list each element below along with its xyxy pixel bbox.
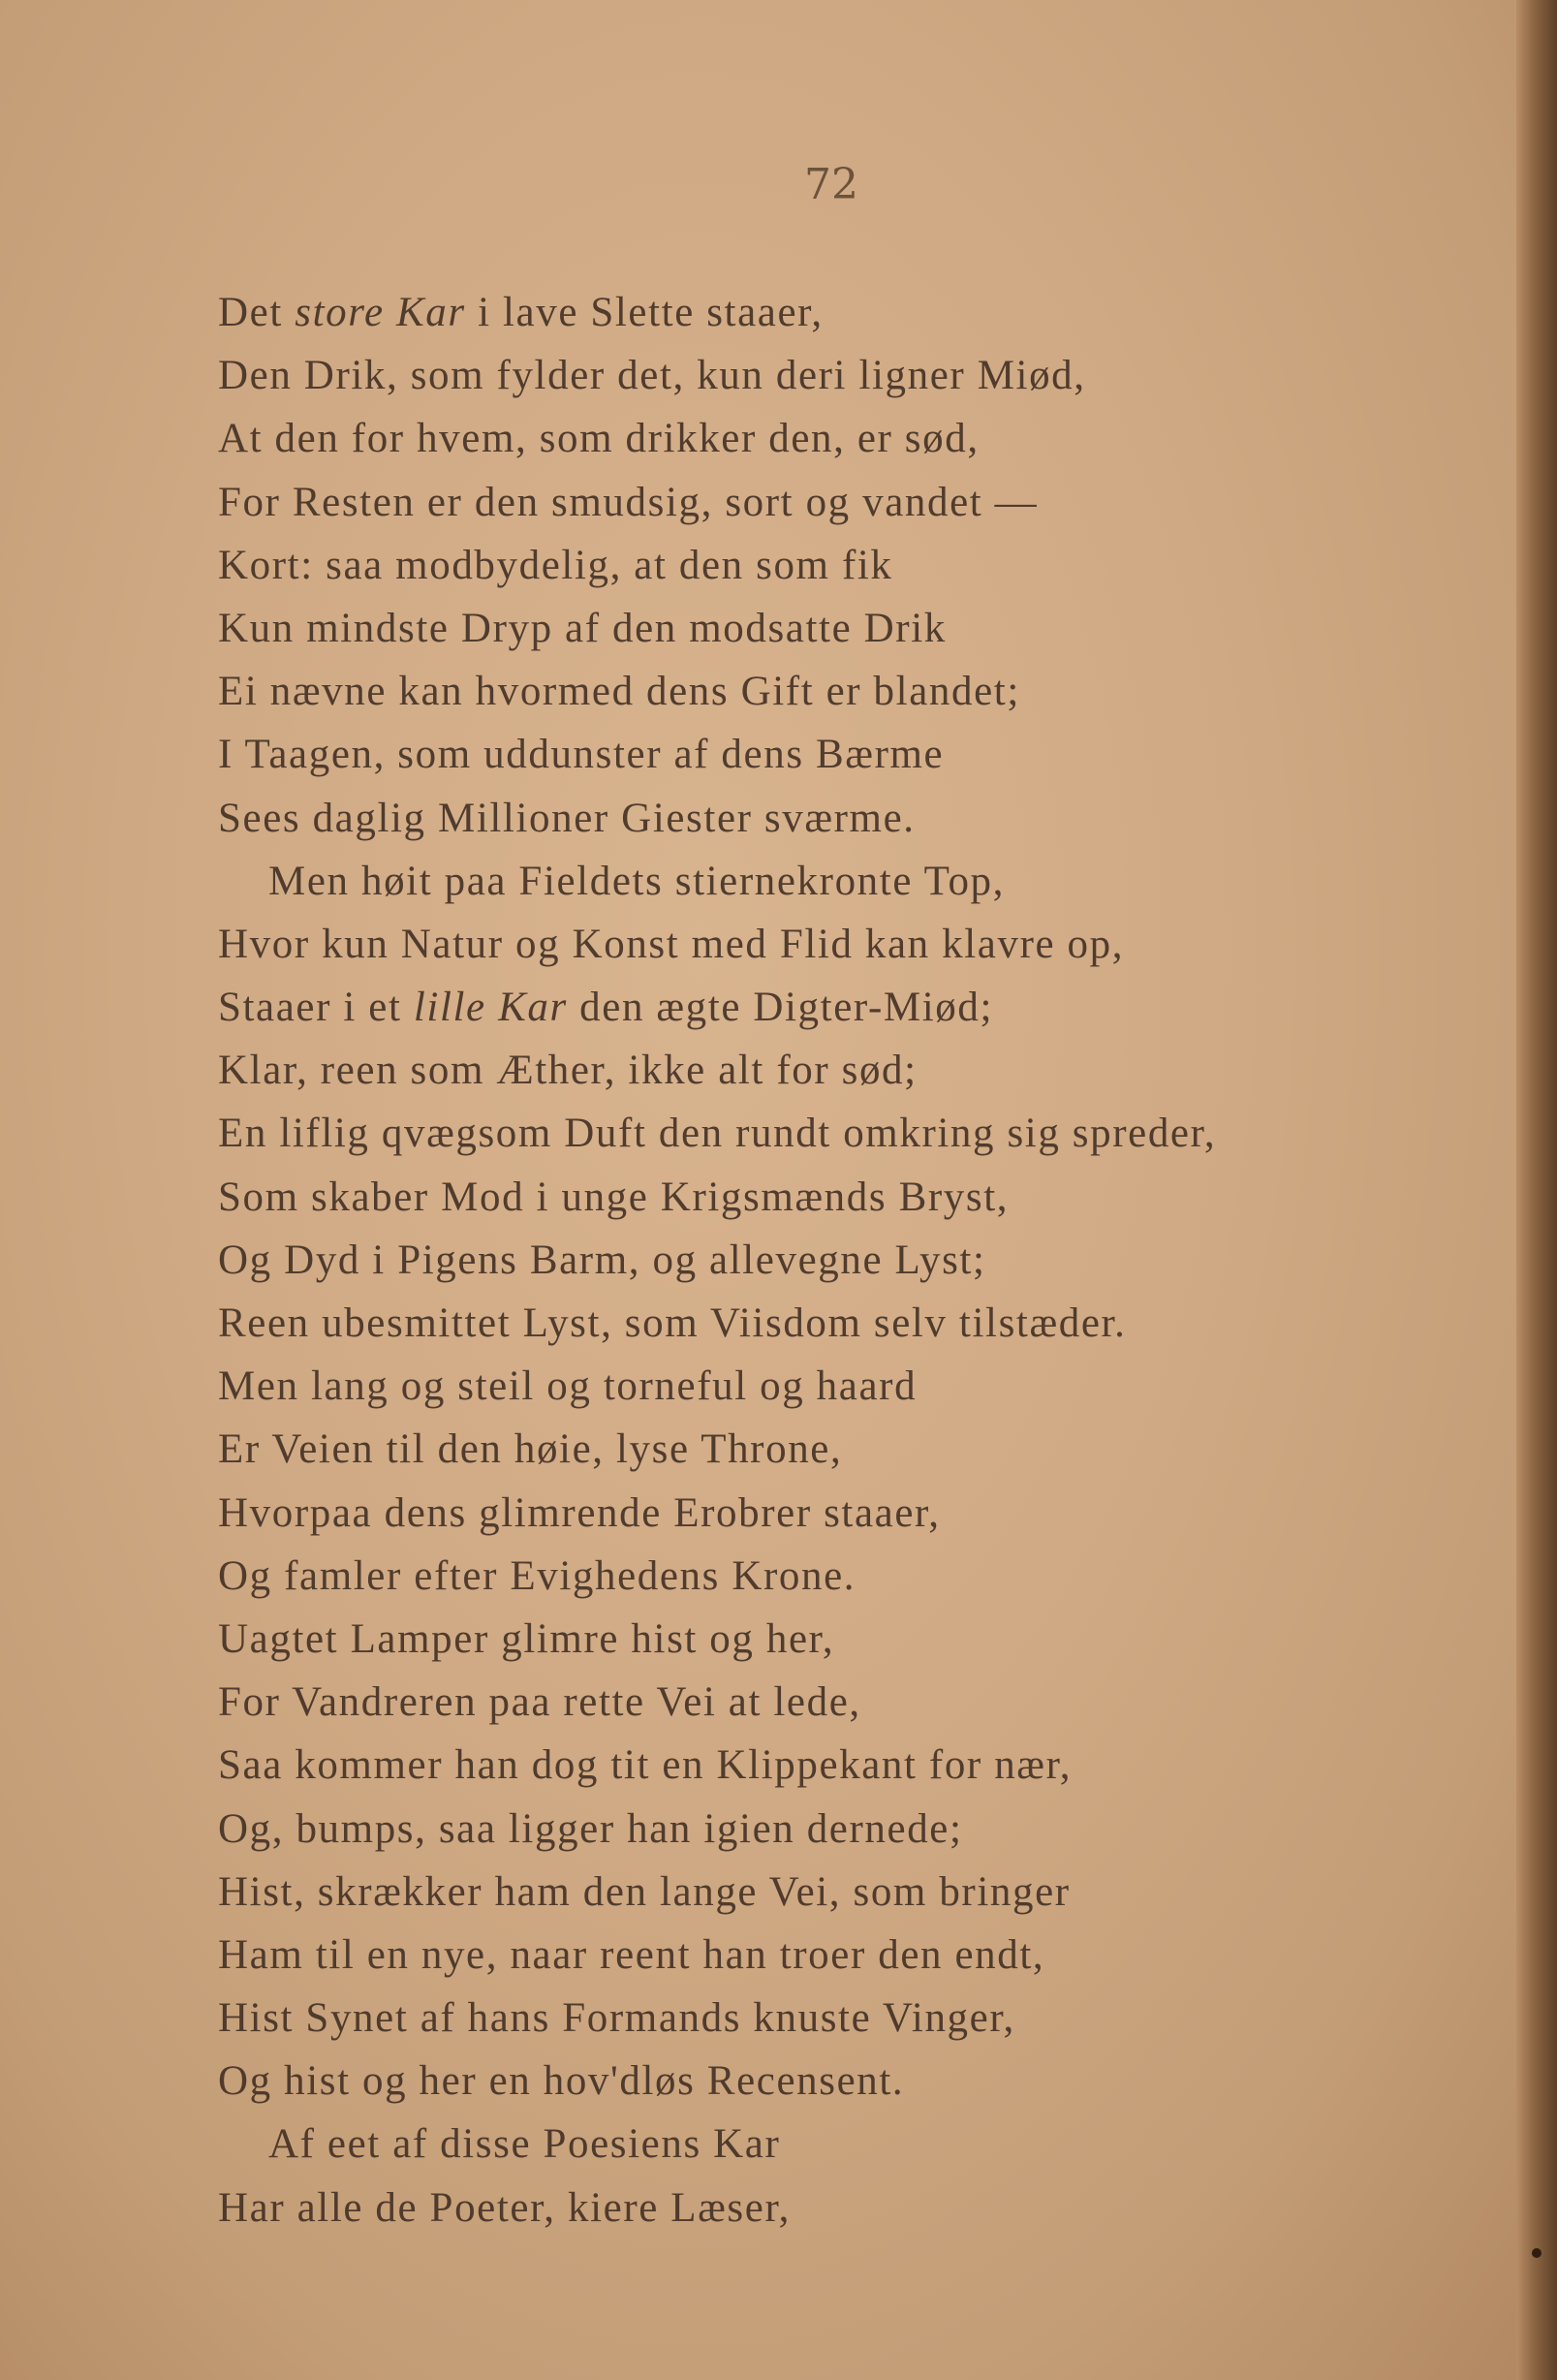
poem-line: Saa kommer han dog tit en Klippekant for nær, xyxy=(218,1742,1073,1789)
line-text: den ægte Digter-Miød; xyxy=(567,985,993,1031)
page-edge-shadow xyxy=(1516,0,1557,2380)
poem-line: Ham til en nye, naar reent han troer den endt, xyxy=(218,1931,1045,1978)
line-text: Det xyxy=(218,290,296,335)
poem-line: I Taagen, som uddunster af dens Bærme xyxy=(218,732,945,778)
poem-line: Har alle de Poeter, kiere Læser, xyxy=(218,2184,791,2231)
emphasized-text: lille Kar xyxy=(413,985,568,1031)
poem-line: Men høit paa Fieldets stiernekronte Top, xyxy=(268,858,1005,904)
poem-line: Hist Synet af hans Formands knuste Vinger, xyxy=(218,1995,1015,2042)
line-text: Staaer i et xyxy=(218,985,414,1031)
line-text: i lave Slette staaer, xyxy=(465,290,824,335)
poem-line: At den for hvem, som drikker den, er sød, xyxy=(218,416,980,462)
poem-line: Af eet af disse Poesiens Kar xyxy=(268,2121,781,2168)
poem-line: Ei nævne kan hvormed dens Gift er blandet; xyxy=(218,669,1020,715)
poem-line: Og famler efter Evighedens Krone. xyxy=(218,1552,856,1599)
poem-line: Sees daglig Millioner Giester sværme. xyxy=(218,795,916,841)
poem-line: Klar, reen som Æther, ikke alt for sød; xyxy=(218,1048,918,1094)
poem-line: Reen ubesmittet Lyst, som Viisdom selv tilstæder. xyxy=(218,1300,1127,1346)
poem-line: Uagtet Lamper glimre hist og her, xyxy=(218,1615,835,1662)
poem-line: Den Drik, som fylder det, kun deri ligner Miød, xyxy=(218,353,1086,399)
emphasized-text: store Kar xyxy=(295,290,466,335)
poem-line: Kort: saa modbydelig, at den som fik xyxy=(218,542,893,588)
poem-line: En liflig qvægsom Duft den rundt omkring sig spreder, xyxy=(218,1111,1217,1157)
poem-line: For Resten er den smudsig, sort og vandet — xyxy=(218,479,1039,525)
poem-line xyxy=(218,976,1507,1039)
poem-line: Hvorpaa dens glimrende Erobrer staaer, xyxy=(218,1489,941,1536)
poem-line: Kun mindste Dryp af den modsatte Drik xyxy=(218,605,947,651)
poem-line: Og, bumps, saa ligger han igien dernede; xyxy=(218,1805,963,1852)
poem-line: Hvor kun Natur og Konst med Flid kan klavre op, xyxy=(218,921,1125,967)
poem-line: Som skaber Mod i unge Krigsmænds Bryst, xyxy=(218,1174,1010,1220)
poem-line xyxy=(218,281,1507,344)
poem-line: Er Veien til den høie, lyse Throne, xyxy=(218,1426,843,1473)
poem-line: Hist, skrækker ham den lange Vei, som bringer xyxy=(218,1868,1071,1915)
poem-text xyxy=(218,281,1507,2239)
poem-line: Og Dyd i Pigens Barm, og allevegne Lyst; xyxy=(218,1237,986,1283)
poem-line: For Vandreren paa rette Vei at lede, xyxy=(218,1679,861,1726)
poem-line: Og hist og her en hov'dløs Recensent. xyxy=(218,2058,905,2105)
poem-line: Men lang og steil og torneful og haard xyxy=(218,1363,918,1410)
page-number: 72 xyxy=(804,160,858,209)
ink-spot xyxy=(1532,2248,1541,2258)
